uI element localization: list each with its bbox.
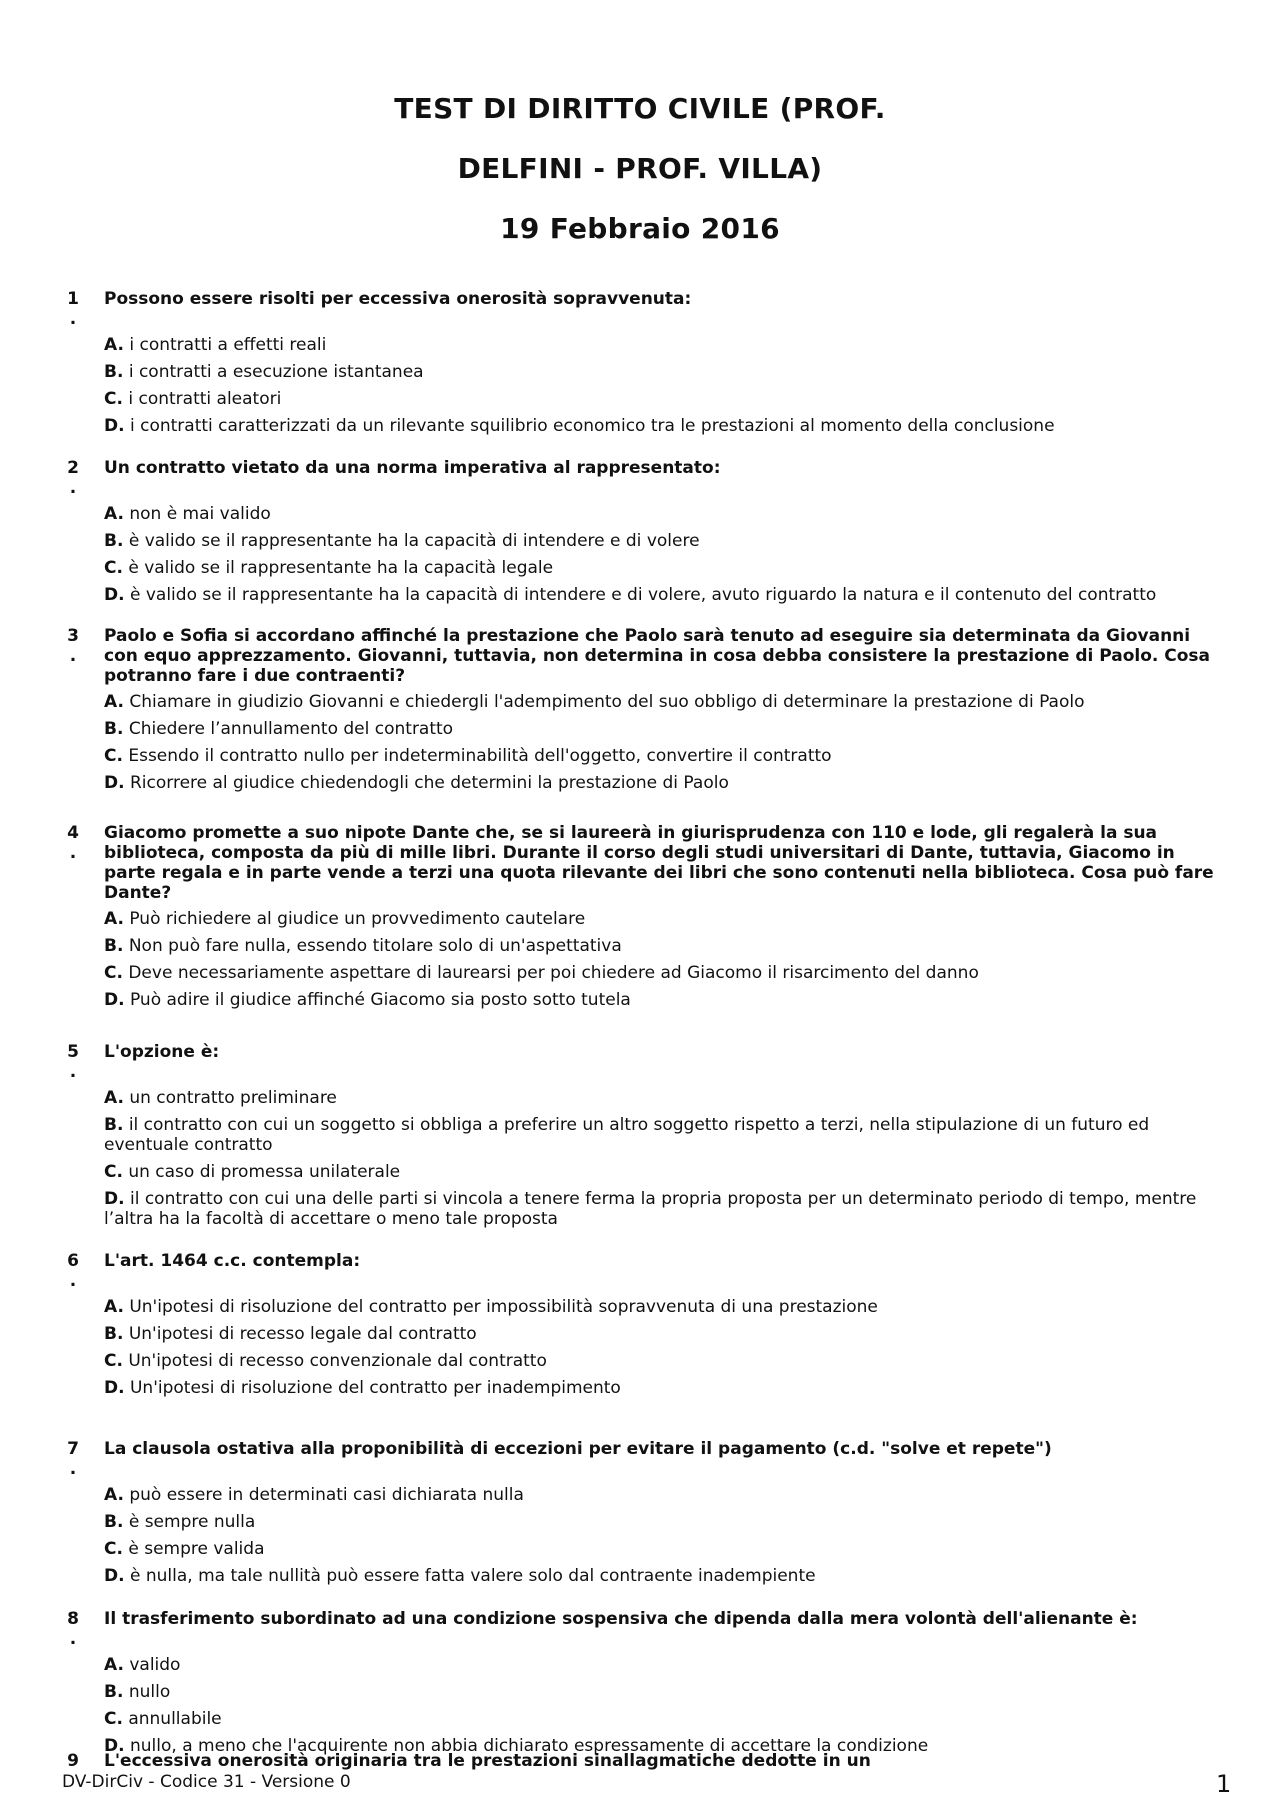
question-number — [66, 1251, 80, 1291]
answer-option — [104, 1655, 1216, 1675]
answer-option — [104, 963, 1216, 983]
question-number — [66, 289, 80, 329]
question-number — [66, 823, 80, 863]
answer-text: Chiamare in giudizio Giovanni e chiedergli l'adempimento del suo obbligo di determinare la prestazione di Paolo — [129, 692, 1085, 712]
answer-text: Un'ipotesi di recesso convenzionale dal contratto — [128, 1351, 547, 1371]
answer-letter: C. — [104, 1351, 123, 1371]
answer-text: i contratti aleatori — [128, 389, 282, 409]
answer-option — [104, 362, 1216, 382]
answer-letter: B. — [104, 1512, 124, 1532]
question-number — [66, 626, 80, 666]
answer-text: Un'ipotesi di risoluzione del contratto per inadempimento — [129, 1378, 621, 1398]
answer-text: i contratti caratterizzati da un rilevante squilibrio economico tra le prestazioni al momento della conclusione — [129, 416, 1055, 436]
answer-option — [104, 1088, 1216, 1108]
question-text: Possono essere risolti per eccessiva onerosità sopravvenuta: — [104, 289, 692, 309]
question-header — [66, 289, 1216, 329]
question-number-digit: 7 — [67, 1439, 79, 1459]
question-text: Il trasferimento subordinato ad una condizione sospensiva che dipenda dalla mera volontà dell'alienante è: — [104, 1609, 1138, 1629]
answer-text: i contratti a esecuzione istantanea — [128, 362, 424, 382]
answer-letter: A. — [104, 1297, 124, 1317]
question-number-digit: 1 — [67, 289, 79, 309]
answer-option — [104, 585, 1216, 605]
answer-text: non è mai valido — [129, 504, 271, 524]
document-title-line-2: DELFINI - PROF. VILLA) — [457, 152, 823, 185]
answer-option — [104, 335, 1216, 355]
answer-option — [104, 1297, 1216, 1317]
answer-letter: B. — [104, 1115, 124, 1135]
question-5 — [66, 1042, 1216, 1236]
answer-list — [66, 1655, 1216, 1756]
answer-option — [104, 1115, 1216, 1155]
answer-option — [104, 416, 1216, 436]
answer-option — [104, 719, 1216, 739]
document-date: 19 Febbraio 2016 — [500, 212, 780, 245]
answer-text: nullo — [128, 1682, 171, 1702]
question-number — [66, 1439, 80, 1479]
question-text: Paolo e Sofia si accordano affinché la prestazione che Paolo sarà tenuto ad eseguire sia determinata da Giovanni con equo apprezzamento. Giovanni, tuttavia, non determina in cosa debba consistere la prestazione di Paolo. Cosa potranno fare i due contraenti? — [104, 626, 1211, 686]
answer-list — [66, 692, 1216, 793]
question-number-dot: . — [69, 1271, 77, 1291]
question-number — [66, 1042, 80, 1082]
question-header — [66, 823, 1216, 903]
question-number-dot: . — [69, 309, 77, 329]
answer-text: può essere in determinati casi dichiarata nulla — [129, 1485, 524, 1505]
answer-letter: B. — [104, 936, 124, 956]
answer-text: Deve necessariamente aspettare di laurearsi per poi chiedere ad Giacomo il risarcimento del danno — [128, 963, 979, 983]
question-3 — [66, 626, 1216, 800]
answer-option — [104, 558, 1216, 578]
question-header — [66, 1251, 1216, 1291]
answer-letter: B. — [104, 362, 124, 382]
answer-text: Essendo il contratto nullo per indeterminabilità dell'oggetto, convertire il contratto — [128, 746, 832, 766]
answer-list — [66, 504, 1216, 605]
answer-text: nullo, a meno che l'acquirente non abbia dichiarato espressamente di accettare la condizione — [129, 1736, 929, 1756]
question-number-dot: . — [69, 1459, 77, 1479]
answer-option — [104, 1709, 1216, 1729]
answer-letter: C. — [104, 389, 123, 409]
question-text: Giacomo promette a suo nipote Dante che, se si laureerà in giurisprudenza con 110 e lode, gli regalerà la sua biblioteca, composta da più di mille libri. Durante il corso degli studi universitari di Dante, tuttavia, Giacomo in parte regala e in parte vende a terzi una quota rilevante dei libri che sono contenuti nella biblioteca. Cosa può fare Dante? — [104, 823, 1214, 903]
answer-option — [104, 531, 1216, 551]
answer-option — [104, 990, 1216, 1010]
answer-text: Un'ipotesi di risoluzione del contratto per impossibilità sopravvenuta di una prestazione — [129, 1297, 878, 1317]
answer-letter: B. — [104, 719, 124, 739]
answer-text: è valido se il rappresentante ha la capacità di intendere e di volere — [128, 531, 700, 551]
question-8 — [66, 1609, 1216, 1763]
answer-letter: A. — [104, 504, 124, 524]
answer-text: è sempre nulla — [128, 1512, 256, 1532]
answer-letter: B. — [104, 1324, 124, 1344]
question-number-digit: 9 — [67, 1751, 79, 1771]
answer-letter: D. — [104, 416, 125, 436]
question-text: La clausola ostativa alla proponibilità di eccezioni per evitare il pagamento (c.d. "solve et repete") — [104, 1439, 1052, 1459]
answer-text: un contratto preliminare — [129, 1088, 337, 1108]
question-1 — [66, 289, 1216, 443]
answer-option — [104, 1189, 1216, 1229]
answer-option — [104, 1512, 1216, 1532]
answer-text: Può richiedere al giudice un provvedimento cautelare — [129, 909, 586, 929]
answer-text: i contratti a effetti reali — [129, 335, 327, 355]
question-header — [66, 458, 1216, 498]
page-number: 1 — [1216, 1770, 1232, 1798]
answer-option — [104, 504, 1216, 524]
answer-list — [66, 1485, 1216, 1586]
answer-text: annullabile — [128, 1709, 222, 1729]
question-4 — [66, 823, 1216, 1017]
answer-text: è valido se il rappresentante ha la capacità legale — [128, 558, 554, 578]
answer-letter: D. — [104, 1378, 125, 1398]
answer-option — [104, 909, 1216, 929]
question-number-dot: . — [69, 646, 77, 666]
answer-letter: D. — [104, 1566, 125, 1586]
answer-text: il contratto con cui una delle parti si vincola a tenere ferma la propria proposta per un determinato periodo di tempo, mentre l’altra ha la facoltà di accettare o meno tale proposta — [104, 1189, 1197, 1229]
answer-option — [104, 1566, 1216, 1586]
answer-letter: A. — [104, 335, 124, 355]
answer-letter: A. — [104, 1088, 124, 1108]
document-title-line-1: TEST DI DIRITTO CIVILE (PROF. — [394, 92, 886, 125]
question-header — [66, 1439, 1216, 1479]
question-text: L'eccessiva onerosità originaria tra le prestazioni sinallagmatiche dedotte in un — [104, 1751, 871, 1771]
answer-letter: A. — [104, 1485, 124, 1505]
answer-option — [104, 1378, 1216, 1398]
question-number — [66, 1751, 80, 1771]
answer-letter: B. — [104, 531, 124, 551]
answer-letter: D. — [104, 1189, 125, 1209]
answer-letter: C. — [104, 963, 123, 983]
answer-option — [104, 1539, 1216, 1559]
answer-list — [66, 1297, 1216, 1398]
answer-option — [104, 1485, 1216, 1505]
answer-option — [104, 746, 1216, 766]
answer-letter: D. — [104, 1736, 125, 1756]
answer-text: valido — [129, 1655, 181, 1675]
answer-letter: C. — [104, 1539, 123, 1559]
answer-text: Non può fare nulla, essendo titolare solo di un'aspettativa — [128, 936, 622, 956]
question-number-digit: 8 — [67, 1609, 79, 1629]
question-number — [66, 1609, 80, 1649]
answer-letter: C. — [104, 1162, 123, 1182]
answer-letter: D. — [104, 773, 125, 793]
question-text: L'art. 1464 c.c. contempla: — [104, 1251, 361, 1271]
question-header — [66, 1609, 1216, 1649]
answer-text: il contratto con cui un soggetto si obbliga a preferire un altro soggetto rispetto a terzi, nella stipulazione di un futuro ed eventuale contratto — [104, 1115, 1150, 1155]
question-header — [66, 626, 1216, 686]
answer-text: Ricorrere al giudice chiedendogli che determini la prestazione di Paolo — [129, 773, 729, 793]
question-6 — [66, 1251, 1216, 1405]
answer-option — [104, 692, 1216, 712]
answer-letter: A. — [104, 909, 124, 929]
question-2 — [66, 458, 1216, 612]
question-number-dot: . — [69, 478, 77, 498]
answer-text: è nulla, ma tale nullità può essere fatta valere solo dal contraente inadempiente — [129, 1566, 816, 1586]
question-number-dot: . — [69, 1062, 77, 1082]
answer-text: Chiedere l’annullamento del contratto — [128, 719, 454, 739]
answer-text: Un'ipotesi di recesso legale dal contratto — [128, 1324, 477, 1344]
answer-letter: A. — [104, 1655, 124, 1675]
answer-option — [104, 1351, 1216, 1371]
answer-text: un caso di promessa unilaterale — [128, 1162, 401, 1182]
answer-letter: D. — [104, 990, 125, 1010]
answer-option — [104, 389, 1216, 409]
answer-text: è valido se il rappresentante ha la capacità di intendere e di volere, avuto riguardo la natura e il contenuto del contratto — [129, 585, 1157, 605]
answer-text: Può adire il giudice affinché Giacomo sia posto sotto tutela — [129, 990, 631, 1010]
answer-list — [66, 1088, 1216, 1229]
answer-option — [104, 1324, 1216, 1344]
question-number-digit: 4 — [67, 823, 79, 843]
answer-letter: A. — [104, 692, 124, 712]
answer-option — [104, 1682, 1216, 1702]
answer-option — [104, 1162, 1216, 1182]
footer-code: DV-DirCiv - Codice 31 - Versione 0 — [62, 1772, 351, 1792]
question-number-digit: 2 — [67, 458, 79, 478]
question-text: L'opzione è: — [104, 1042, 220, 1062]
answer-option — [104, 936, 1216, 956]
question-header — [66, 1042, 1216, 1082]
question-number-digit: 5 — [67, 1042, 79, 1062]
answer-list — [66, 335, 1216, 436]
question-text: Un contratto vietato da una norma imperativa al rappresentato: — [104, 458, 721, 478]
answer-letter: B. — [104, 1682, 124, 1702]
answer-letter: C. — [104, 746, 123, 766]
question-7 — [66, 1439, 1216, 1593]
answer-letter: C. — [104, 1709, 123, 1729]
answer-text: è sempre valida — [128, 1539, 265, 1559]
answer-option — [104, 773, 1216, 793]
question-number-digit: 3 — [67, 626, 79, 646]
answer-letter: D. — [104, 585, 125, 605]
answer-letter: C. — [104, 558, 123, 578]
question-number-digit: 6 — [67, 1251, 79, 1271]
question-number-dot: . — [69, 843, 77, 863]
question-number — [66, 458, 80, 498]
answer-list — [66, 909, 1216, 1010]
question-number-dot: . — [69, 1629, 77, 1649]
